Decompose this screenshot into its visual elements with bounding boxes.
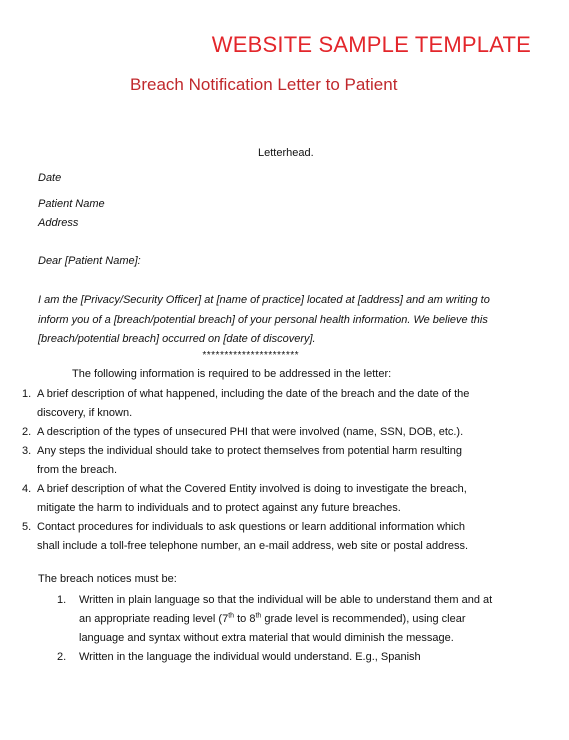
list-item-line: Contact procedures for individuals to ask questions or learn additional information which — [37, 521, 466, 533]
separator-stars: ********************** — [202, 350, 299, 361]
list-item-line: shall include a toll-free telephone number, an e-mail address, web site or postal address. — [37, 540, 469, 552]
list-item-line: A brief description of what the Covered Entity involved is doing to investigate the breach, — [37, 483, 467, 495]
list-item-line: Any steps the individual should take to protect themselves from potential harm resulting — [37, 445, 462, 457]
list-item — [22, 423, 522, 442]
required-list — [22, 385, 522, 556]
list-number: 4. — [22, 483, 32, 495]
list-item-line: Written in plain language so that the individual will be able to understand them and at — [79, 594, 493, 606]
list-item — [22, 442, 522, 480]
document-title: WEBSITE SAMPLE TEMPLATE — [211, 32, 531, 57]
list-item — [57, 591, 527, 648]
list-item-line: from the breach. — [37, 464, 118, 476]
list-number: 1. — [57, 594, 67, 606]
list-number: 3. — [22, 445, 32, 457]
intro-line-3: [breach/potential breach] occurred on [date of discovery]. — [38, 333, 316, 345]
date-field: Date — [38, 172, 62, 184]
salutation: Dear [Patient Name]: — [38, 255, 141, 267]
notices-intro: The breach notices must be: — [38, 573, 177, 585]
list-number: 1. — [22, 388, 32, 400]
list-item-line: A brief description of what happened, including the date of the breach and the date of the — [37, 388, 470, 400]
list-item-line: language and syntax without extra material that would diminish the message. — [79, 632, 454, 644]
notices-list — [57, 591, 527, 667]
letterhead-label: Letterhead. — [258, 147, 314, 159]
patient-name-field: Patient Name — [38, 198, 105, 210]
list-item-line: Written in the language the individual would understand. E.g., Spanish — [79, 651, 421, 663]
intro-line-2: inform you of a [breach/potential breach] of your personal health information. We believe this — [38, 314, 488, 326]
list-item — [22, 480, 522, 518]
list-item — [22, 518, 522, 556]
list-item — [22, 385, 522, 423]
list-number: 2. — [22, 426, 32, 438]
list-item-line: discovery, if known. — [37, 407, 133, 419]
list-number: 2. — [57, 651, 67, 663]
list-item-line: A description of the types of unsecured PHI that were involved (name, SSN, DOB, etc.). — [37, 426, 464, 438]
list-number: 5. — [22, 521, 32, 533]
address-field: Address — [38, 217, 79, 229]
list-item-line: an appropriate reading level (7th to 8th grade level is recommended), using clear — [79, 612, 466, 625]
intro-line-1: I am the [Privacy/Security Officer] at [name of practice] located at [address] and am writing to — [38, 294, 490, 306]
list-item-line: mitigate the harm to individuals and to protect against any future breaches. — [37, 502, 401, 514]
required-intro: The following information is required to be addressed in the letter: — [72, 368, 392, 380]
list-item — [57, 648, 527, 667]
document-subtitle: Breach Notification Letter to Patient — [130, 75, 398, 94]
